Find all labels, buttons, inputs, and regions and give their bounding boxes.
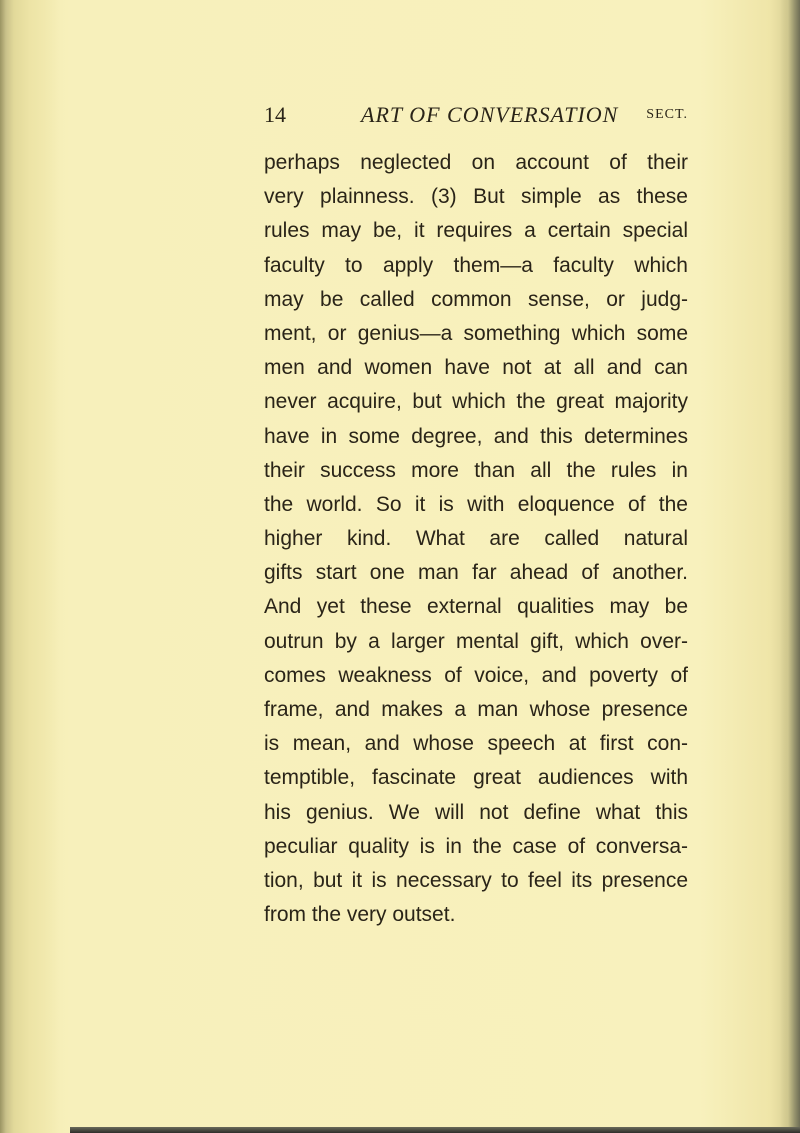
text-line: temptible, fascinate great audiences with [264, 766, 688, 790]
running-title: ART OF CONVERSATION [361, 102, 619, 127]
text-line: from the very outset. [264, 903, 456, 927]
text-line: tion, but it is necessary to feel its presence [264, 868, 688, 892]
text-line: higher kind. What are called natural [264, 527, 688, 551]
body-paragraph [264, 146, 688, 932]
text-line: is mean, and whose speech at first con- [264, 732, 688, 756]
text-line: And yet these external qualities may be [264, 595, 688, 619]
text-line: his genius. We will not define what this [264, 800, 688, 824]
text-line: ment, or genius—a something which some [264, 321, 688, 345]
section-label: SECT. [646, 107, 688, 122]
page-number: 14 [264, 102, 286, 127]
page-gutter-shadow [0, 0, 60, 1133]
text-line: never acquire, but which the great majority [264, 390, 688, 414]
text-line: rules may be, it requires a certain special [264, 219, 688, 243]
text-line: faculty to apply them—a faculty which [264, 253, 688, 277]
text-line: the world. So it is with eloquence of the [264, 492, 688, 516]
running-head [264, 102, 688, 132]
text-line: men and women have not at all and can [264, 356, 688, 380]
text-line: peculiar quality is in the case of conversa- [264, 834, 688, 858]
text-line: have in some degree, and this determines [264, 424, 688, 448]
text-line: frame, and makes a man whose presence [264, 698, 688, 721]
text-line: gifts start one man far ahead of another. [264, 561, 688, 585]
text-line: very plainness. (3) But simple as these [264, 185, 688, 209]
text-line: comes weakness of voice, and poverty of [264, 663, 688, 687]
text-line: may be called common sense, or judg- [264, 287, 688, 311]
text-line: their success more than all the rules in [264, 458, 688, 482]
text-line: outrun by a larger mental gift, which over- [264, 629, 688, 653]
page-edge-shadow [780, 0, 800, 1133]
page-bottom-edge [70, 1127, 800, 1133]
text-line: perhaps neglected on account of their [264, 151, 688, 174]
